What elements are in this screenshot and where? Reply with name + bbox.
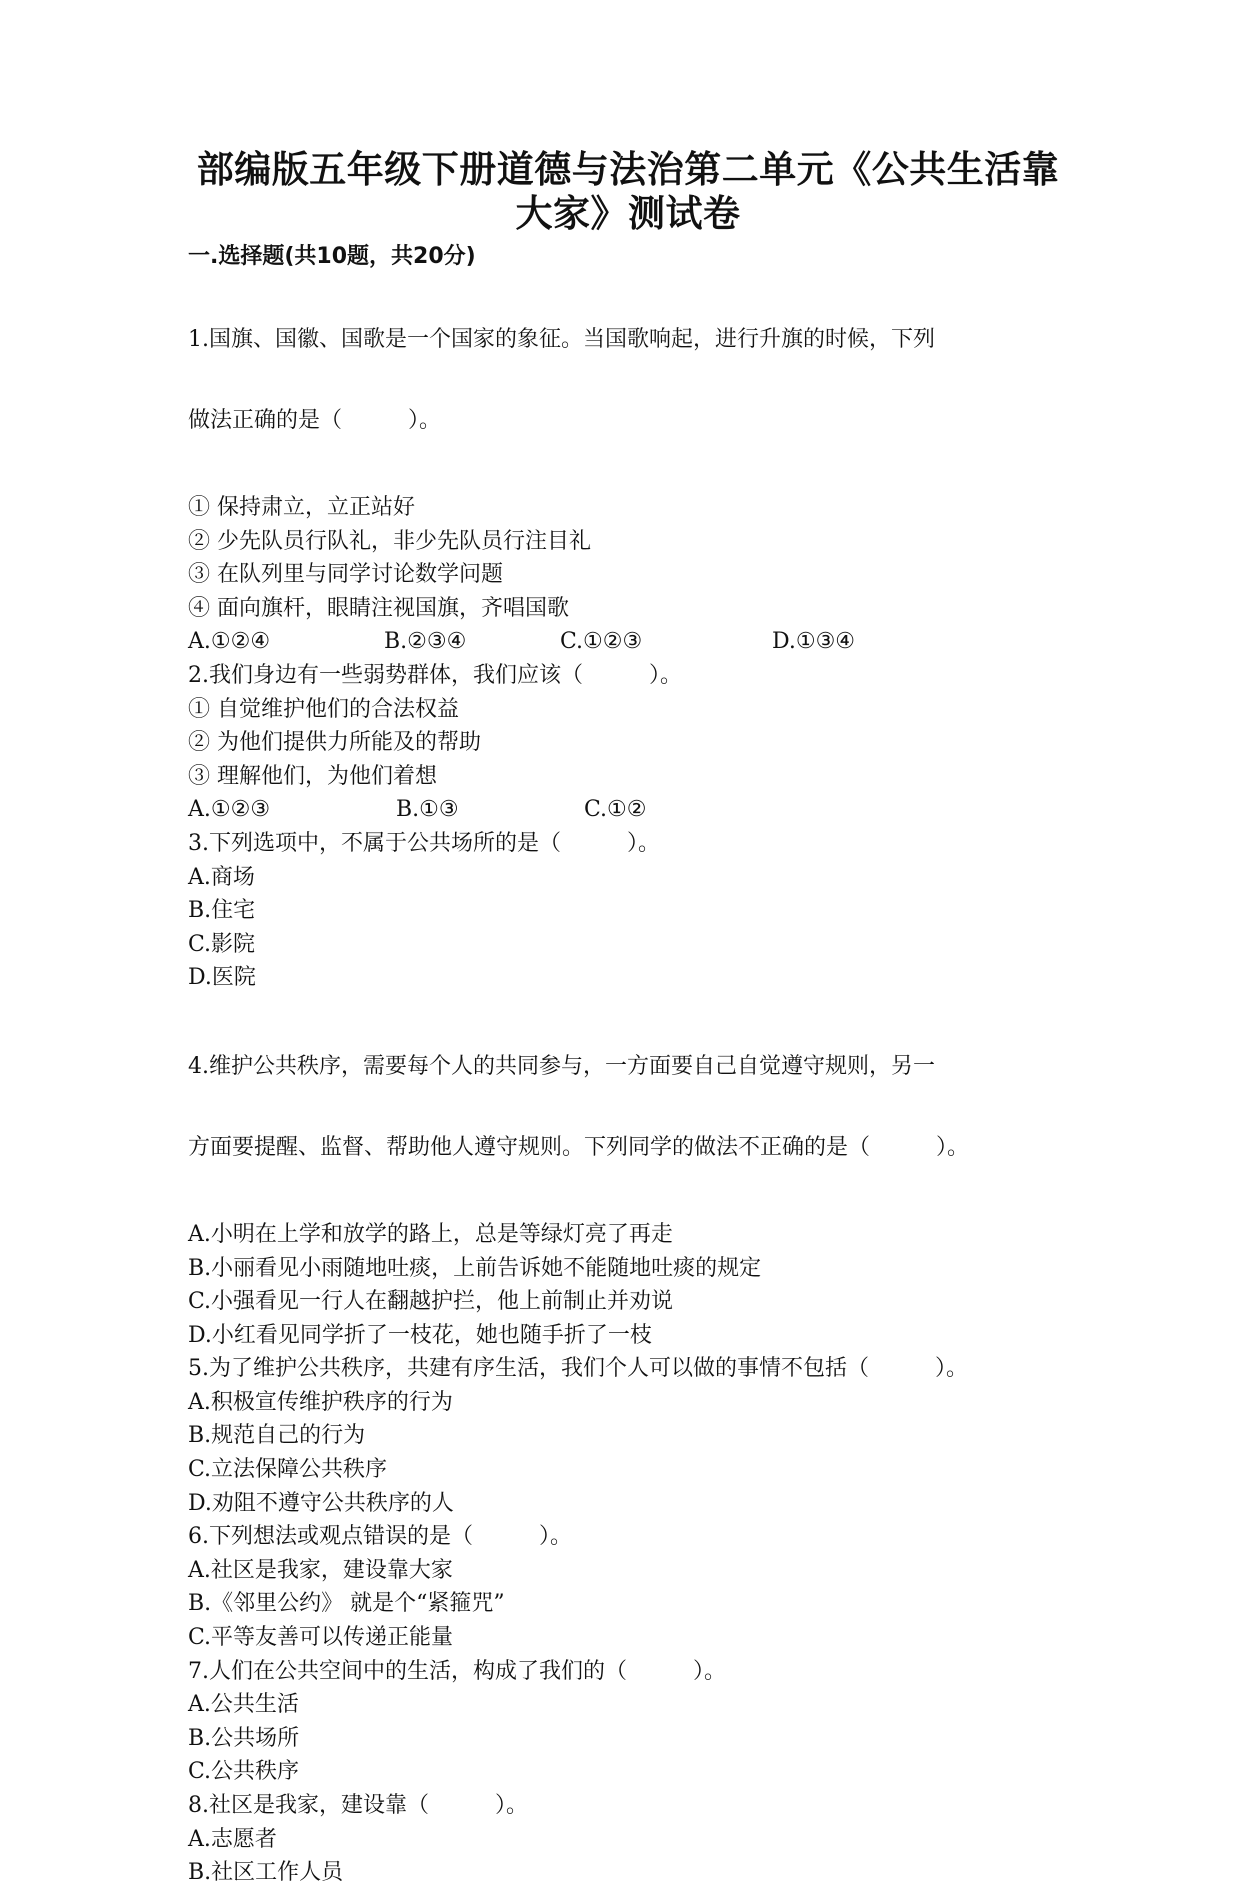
question-3-option-a: A.商场 xyxy=(188,864,255,890)
question-6-option-c: C.平等友善可以传递正能量 xyxy=(188,1625,454,1651)
question-1-item-1: ① 保持肃立，立正站好 xyxy=(188,495,415,520)
question-5-stem: 5.为了维护公共秩序，共建有序生活，我们个人可以做的事情不包括（ ）。 xyxy=(188,1356,968,1382)
question-4 xyxy=(188,999,1068,1352)
question-1-option-a: A.①②④ xyxy=(188,629,271,655)
question-2-option-b: B.①③ xyxy=(396,797,459,823)
question-7 xyxy=(188,1655,1068,1789)
question-1-option-d: D.①③④ xyxy=(772,629,856,655)
question-7-option-a: A.公共生活 xyxy=(188,1692,299,1718)
section-heading: 一.选择题(共10题，共20分) xyxy=(188,244,476,269)
question-1-option-c: C.①②③ xyxy=(560,629,643,655)
question-2 xyxy=(188,659,1068,827)
question-1-options xyxy=(188,625,1068,659)
question-5-option-b: B.规范自己的行为 xyxy=(188,1423,366,1449)
question-3-option-d: D.医院 xyxy=(188,965,256,991)
question-8-stem: 8.社区是我家，建设靠（ ）。 xyxy=(188,1793,528,1818)
question-3-stem: 3.下列选项中，不属于公共场所的是（ ）。 xyxy=(188,830,660,856)
question-7-option-c: C.公共秩序 xyxy=(188,1759,300,1785)
question-3-option-b: B.住宅 xyxy=(188,898,256,924)
question-6-stem: 6.下列想法或观点错误的是（ ）。 xyxy=(188,1524,572,1550)
question-6 xyxy=(188,1520,1068,1654)
question-8-option-b: B.社区工作人员 xyxy=(188,1860,344,1886)
question-4-stem-line-2: 方面要提醒、监督、帮助他人遵守规则。下列同学的做法不正确的是（ ）。 xyxy=(188,1134,970,1160)
question-2-options xyxy=(188,793,1068,827)
question-4-option-d: D.小红看见同学折了一枝花，她也随手折了一枝 xyxy=(188,1322,652,1348)
exam-title xyxy=(168,148,1088,236)
question-1-item-3: ③ 在队列里与同学讨论数学问题 xyxy=(188,562,503,588)
question-5-option-a: A.积极宣传维护秩序的行为 xyxy=(188,1389,453,1415)
question-2-item-1: ① 自觉维护他们的合法权益 xyxy=(188,696,459,722)
question-2-item-3: ③ 理解他们，为他们着想 xyxy=(188,763,437,789)
question-4-option-a: A.小明在上学和放学的路上，总是等绿灯亮了再走 xyxy=(188,1221,673,1247)
question-4-stem xyxy=(188,999,1068,1215)
exam-page xyxy=(188,148,1068,1890)
question-1-option-b: B.②③④ xyxy=(384,629,467,655)
question-7-option-b: B.公共场所 xyxy=(188,1725,300,1751)
question-4-option-c: C.小强看见一行人在翻越护拦，他上前制止并劝说 xyxy=(188,1289,674,1315)
question-6-option-a: A.社区是我家，建设靠大家 xyxy=(188,1557,453,1583)
question-8 xyxy=(188,1789,1068,1890)
title-line-1: 部编版五年级下册道德与法治第二单元《公共生活靠 xyxy=(196,148,1060,191)
question-1 xyxy=(188,272,1068,659)
title-line-2: 大家》测试卷 xyxy=(515,192,741,235)
question-8-option-a: A.志愿者 xyxy=(188,1826,277,1852)
question-1-stem-line-2: 做法正确的是（ ）。 xyxy=(188,408,442,433)
question-1-item-4: ④ 面向旗杆，眼睛注视国旗，齐唱国歌 xyxy=(188,595,569,621)
question-2-option-c: C.①② xyxy=(584,797,647,823)
question-2-option-a: A.①②③ xyxy=(188,797,271,823)
question-1-stem xyxy=(188,272,1068,488)
question-5-option-c: C.立法保障公共秩序 xyxy=(188,1457,388,1483)
question-3 xyxy=(188,827,1068,995)
question-7-stem: 7.人们在公共空间中的生活，构成了我们的（ ）。 xyxy=(188,1658,726,1684)
question-4-stem-line-1: 4.维护公共秩序，需要每个人的共同参与，一方面要自己自觉遵守规则，另一 xyxy=(188,1053,935,1079)
question-1-item-2: ② 少先队员行队礼，非少先队员行注目礼 xyxy=(188,528,591,554)
question-5 xyxy=(188,1352,1068,1520)
question-6-option-b: B.《邻里公约》 就是个“紧箍咒” xyxy=(188,1591,505,1617)
question-5-option-d: D.劝阻不遵守公共秩序的人 xyxy=(188,1490,454,1516)
question-2-item-2: ② 为他们提供力所能及的帮助 xyxy=(188,730,481,756)
question-2-stem: 2.我们身边有一些弱势群体，我们应该（ ）。 xyxy=(188,662,682,688)
question-3-option-c: C.影院 xyxy=(188,931,256,957)
question-1-stem-line-1: 1.国旗、国徽、国歌是一个国家的象征。当国歌响起，进行升旗的时候，下列 xyxy=(188,327,935,352)
question-4-option-b: B.小丽看见小雨随地吐痰，上前告诉她不能随地吐痰的规定 xyxy=(188,1255,762,1281)
